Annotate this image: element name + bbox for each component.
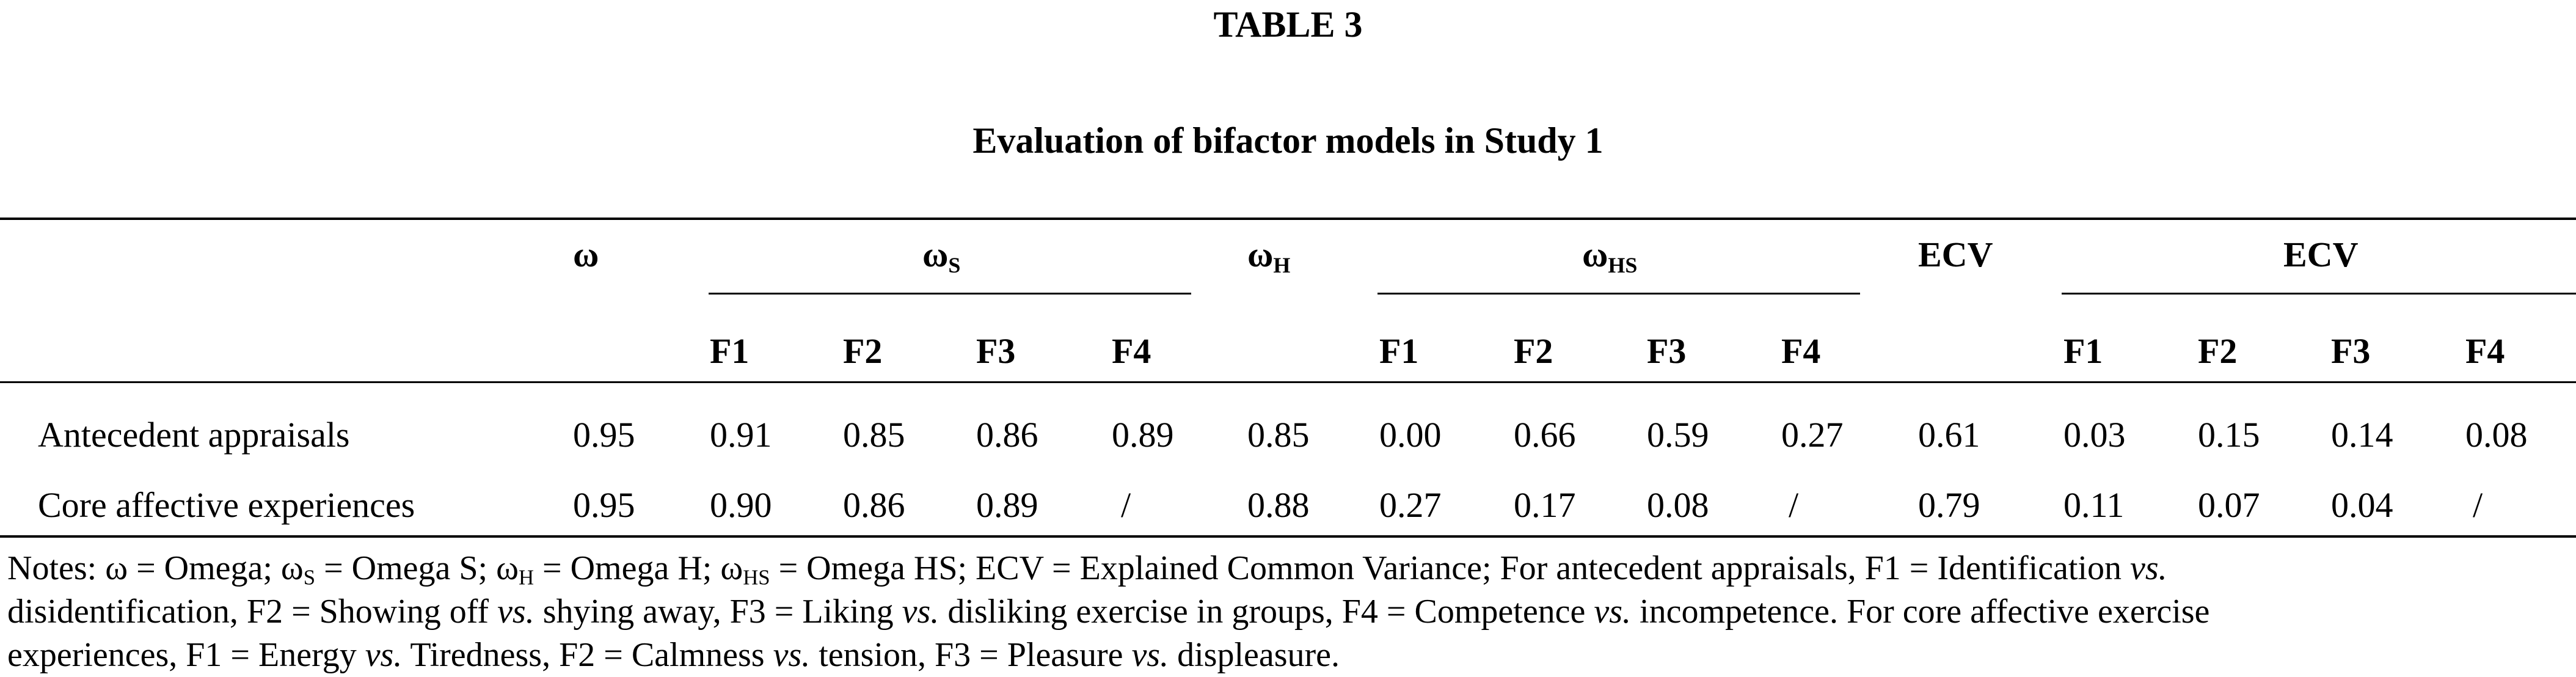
table-title: Evaluation of bifactor models in Study 1: [972, 120, 1604, 161]
table-cell: 0.08: [2465, 415, 2528, 455]
ecv-group-rule: [2062, 293, 2576, 295]
table-cell: 0.27: [1379, 485, 1442, 525]
table-cell: 0.66: [1514, 415, 1576, 455]
subheader-omega-hs-f2: F2: [1514, 331, 1553, 371]
table-cell: /: [1789, 485, 1799, 525]
table-cell: 0.91: [710, 415, 772, 455]
subheader-omega-s-f3: F3: [976, 331, 1016, 371]
table-cell: 0.89: [1112, 415, 1174, 455]
header-ecv-total: ECV: [1918, 235, 1993, 274]
table-label: TABLE 3: [1213, 4, 1363, 45]
subheader-ecv-f1: F1: [2063, 331, 2103, 371]
table-cell: /: [1121, 485, 1131, 525]
subheader-ecv-f4: F4: [2465, 331, 2505, 371]
table-cell: 0.17: [1514, 485, 1576, 525]
table-cell: 0.14: [2331, 415, 2393, 455]
table-bottom-rule: [0, 535, 2576, 538]
header-omega: ω: [573, 235, 599, 274]
table-cell: 0.07: [2198, 485, 2260, 525]
notes-line-1: Notes: ω = Omega; ωS = Omega S; ωH = Omega H; ωHS = Omega HS; ECV = Explained Common Variance; For antecedent appraisals, F1 = Identification vs.: [7, 549, 2167, 590]
subheader-ecv-f3: F3: [2331, 331, 2371, 371]
header-omega-s: $\omega_S$: [922, 235, 961, 278]
table-cell: 0.00: [1379, 415, 1442, 455]
table-cell: 0.90: [710, 485, 772, 525]
header-ecv-factors: ECV: [2283, 235, 2359, 274]
table-notes: [7, 547, 2567, 677]
subheader-omega-s-f1: F1: [710, 331, 750, 371]
header-bottom-rule: [0, 381, 2576, 383]
row-label: Antecedent appraisals: [38, 415, 350, 455]
table-cell: 0.08: [1647, 485, 1709, 525]
table-cell: 0.27: [1781, 415, 1844, 455]
subheader-omega-hs-f3: F3: [1647, 331, 1687, 371]
subheader-ecv-f2: F2: [2198, 331, 2238, 371]
table-cell: 0.85: [1247, 415, 1310, 455]
table-cell: 0.85: [843, 415, 905, 455]
table-cell: 0.95: [573, 485, 635, 525]
header-omega-h: $\omega_H$: [1247, 235, 1291, 278]
header-omega-hs: $\omega_{HS}$: [1582, 235, 1638, 278]
subheader-omega-s-f4: F4: [1112, 331, 1151, 371]
table-cell: 0.04: [2331, 485, 2393, 525]
table-cell: /: [2473, 485, 2483, 525]
table-cell: 0.59: [1647, 415, 1709, 455]
table-cell: 0.86: [843, 485, 905, 525]
table-cell: 0.95: [573, 415, 635, 455]
subheader-omega-hs-f1: F1: [1379, 331, 1419, 371]
table-cell: 0.15: [2198, 415, 2260, 455]
top-rule: [0, 218, 2576, 220]
subheader-omega-hs-f4: F4: [1781, 331, 1821, 371]
table-cell: 0.88: [1247, 485, 1310, 525]
notes-line-3: experiences, F1 = Energy vs. Tiredness, F2 = Calmness vs. tension, F3 = Pleasure vs. displeasure.: [7, 636, 1340, 674]
table-cell: 0.03: [2063, 415, 2126, 455]
table-cell: 0.11: [2063, 485, 2125, 525]
omega-s-group-rule: [709, 293, 1191, 295]
notes-line-2: disidentification, F2 = Showing off vs. shying away, F3 = Liking vs. disliking exercise in groups, F4 = Competence vs. incompetence. For core affective exercise: [7, 593, 2210, 631]
table-cell: 0.61: [1918, 415, 1980, 455]
row-label: Core affective experiences: [38, 485, 415, 525]
table-cell: 0.79: [1918, 485, 1980, 525]
subheader-omega-s-f2: F2: [843, 331, 883, 371]
omega-hs-group-rule: [1377, 293, 1860, 295]
table-cell: 0.86: [976, 415, 1038, 455]
table-cell: 0.89: [976, 485, 1038, 525]
